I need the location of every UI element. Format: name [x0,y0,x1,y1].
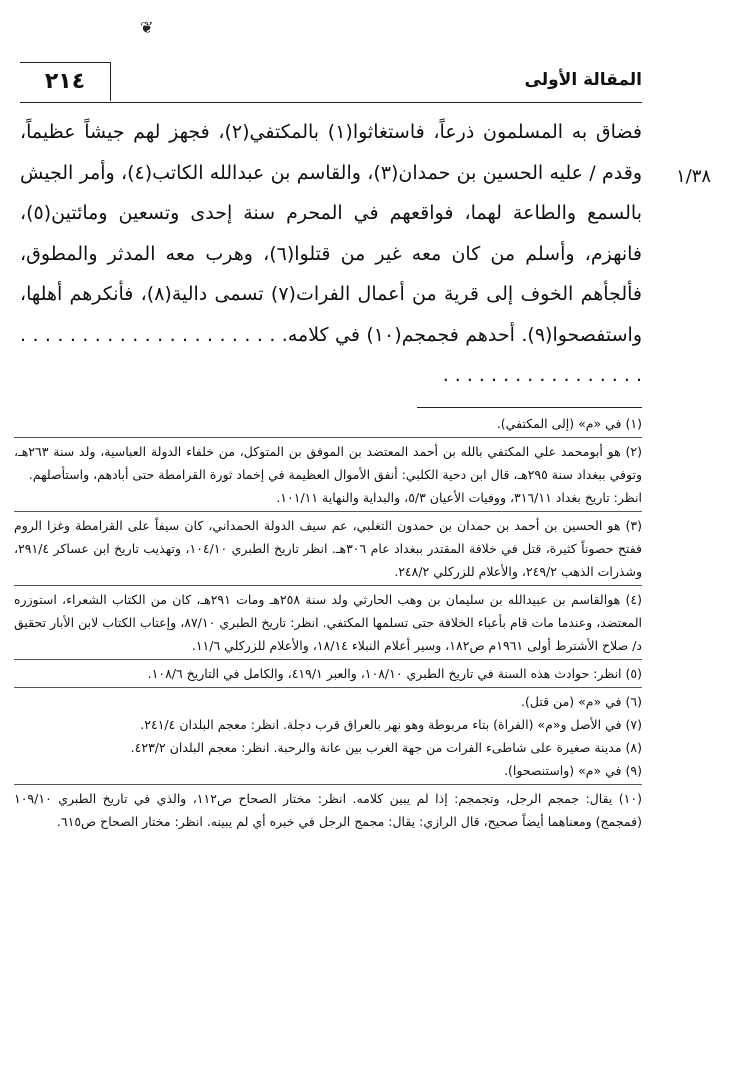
footnote-8: (٨) مدينة صغيرة على شاطىء الفرات من جهة الغرب بين عانة والرحبة. انظر: معجم البلدان ٤٢٣/٢. [130,740,642,755]
footnote-1: (١) في «م» (إلى المكتفي). [496,416,642,431]
footnote-separator [14,585,642,586]
footnote-4: (٤) هوالقاسم بن عبيدالله بن سليمان بن وهب الحارثي ولد سنة ٢٥٨هـ ومات ٢٩١هـ، كان من الكتاب الشعراء، استوزره المعتضد، وعندما مات قام بأعباء الخلافة حتى تسلمها المكتفي. انظر: تاريخ الطبري ٨٧/١٠، وإعتاب الكتاب لابن الأبار تحقيق د/ صلاح الأشترط أولى ١٩٦١م ص١٨٢، وسير أعلام النبلاء ١٨/١٤، والأعلام للزركلي ١١/٦. [14,592,642,653]
page-header [20,62,642,103]
margin-folio-note: ١/٣٨ [676,166,712,187]
footnote-7: (٧) في الأصل و«م» (الفراة) بتاء مربوطة وهو نهر بالعراق قرب دجلة. انظر: معجم البلدان ٢٤١/٤. [140,717,642,732]
main-paragraph: فضاق به المسلمون ذرعاً، فاستغاثوا(١) بالمكتفي(٢)، فجهز لهم جيشاً عظيماً، وقدم / عليه الحسين بن حمدان(٣)، والقاسم بن عبدالله الكاتب(٤)، وأمر الجيش بالسمع والطاعة لهما، فواقعهم في المحرم سنة إحدى وتسعين ومائتين(٥)، فانهزم، وأسلم من كان معه غير من قتلوا(٦)، وهرب معه المدثر والمطوق، فألجأهم الخوف إلى قرية من أعمال الفرات(٧) تسمى دالية(٨)، فأنكرهم أهلها، واستفصحوا(٩). أحدهم فجمجم(١٠) في كلامه. . . . . . . . . . . . . . . . . . . . . . . . . . . . . . . . . . . . . . . [20,121,643,386]
main-text [20,112,642,396]
running-title: المقالة الأولى [524,70,642,90]
ornament-mark: ❦ [140,18,154,37]
footnote-separator [14,687,642,688]
footnote-10: (١٠) يقال: جمجم الرجل، وتجمجم: إذا لم يبين كلامه. انظر: مختار الصحاح ص١١٢، والذي في تاريخ الطبري ١٠٩/١٠ (فمجمج) ومعناهما أيضاً صحيح، قال الرازي: يقال: مجمج الرجل في خبره أي لم يبينه. انظر: مختار الصحاح ص٦١٥. [14,791,642,829]
footnote-divider [417,407,642,408]
footnote-3: (٣) هو الحسين بن أحمد بن حمدان بن حمدون التغلبي، عم سيف الدولة الحمداني، كان سيفاً على القرامطة وغزا الروم ففتح حصوناً كثيرة، قتل في خلافة المقتدر ببغداد عام ٣٠٦هـ. انظر تاريخ الطبري ١٠٤/١٠، وتهذيب تاريخ ابن عساكر ٢٩١/٤، وشذرات الذهب ٢٤٩/٢، والأعلام للزركلي ٢٤٨/٢. [14,518,642,579]
footnotes [14,412,642,833]
footnote-6: (٦) في «م» (من قتل). [521,694,642,709]
footnote-separator [14,659,642,660]
footnote-9: (٩) في «م» (واستنصحوا). [504,763,642,778]
footnote-2: (٢) هو أبومحمد علي المكتفي بالله بن أحمد المعتضد بن الموفق بن المتوكل، من خلفاء الدولة العباسية، ولد سنة ٢٦٣هـ، وتوفي ببغداد سنة ٢٩٥هـ، قال ابن دحية الكلبي: أنفق الأموال العظيمة في إخماد ثورة القرامطة حتى أبادهم، واستأصلهم. [14,444,642,482]
footnote-separator [14,784,642,785]
footnote-5: (٥) انظر: حوادث هذه السنة في تاريخ الطبري ١٠٨/١٠، والعبر ٤١٩/١، والكامل في التاريخ ١٠٨/٦. [147,666,642,681]
footnote-2-refs: انظر: تاريخ بغداد ٣١٦/١١، ووفيات الأعيان ٥/٣، والبداية والنهاية ١٠١/١١. [276,490,642,505]
page-number: ٢١٤ [20,62,111,101]
footnote-separator [14,511,642,512]
footnote-separator [14,437,642,438]
